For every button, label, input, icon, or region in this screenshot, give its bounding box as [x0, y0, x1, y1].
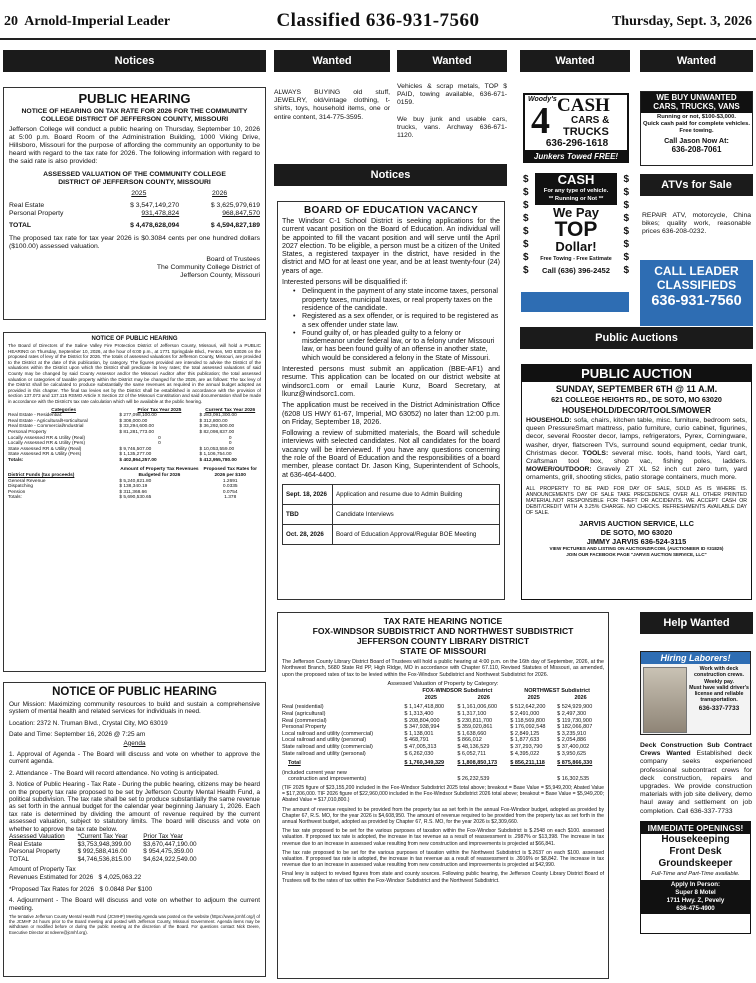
ph1-table	[9, 190, 260, 230]
fox-p2: The tax rate proposed to be set for the various purposes of taxation within the Fox-Windsor Subdistrict is $.2548 on each $100. assessed valuation. If proposed tax rate is adopted, the increase in tax revenue as a result of reassessment is .2987% or $13,398. The increase in tax revenue due to an increase in assessed value resulting from new construction and improvements is projected at $66,841.	[282, 828, 604, 847]
masthead-section: Classified 636-931-7560	[276, 10, 480, 31]
header-wanted-1: Wanted	[274, 50, 390, 72]
boe-bullets	[282, 287, 500, 362]
ph3-agenda: Agenda	[123, 739, 146, 747]
wanted-ad-junk-cars: We buy junk and usable cars, trucks, vans. Archway 636-671-1120.	[397, 115, 507, 140]
fox-row: Local railroad and utility (personal) $ 468,791 $ 866,012 $ 1,877,633 $ 2,054,886	[282, 737, 587, 744]
deck-banner: Hiring Laborers!	[641, 652, 750, 664]
ph2-row: Totals: $ 402,864,257.00 $ 412,955,780.00	[8, 457, 237, 463]
atv-ad: REPAIR ATV, motorcycle, China bikes; quality work, reasonable prices 636-208-0232.	[642, 212, 751, 236]
header-help-wanted: Help Wanted	[640, 612, 753, 634]
auction-categories: HOUSEHOLD/DECOR/TOOLS/MOWER	[561, 406, 712, 415]
fox-fw-head: FOX-WINDSOR Subdistrict	[422, 688, 493, 695]
fox-windsor-tax-notice	[277, 612, 609, 979]
we-buy-line2: Quick cash paid for complete vehicles. Free towing.	[643, 121, 750, 134]
public-auction-ad	[521, 364, 752, 600]
fox-title-4: STATE OF MISSOURI	[399, 646, 487, 656]
cash-ad-dollar: Dollar!	[555, 239, 597, 254]
fox-row: Real (agricultural) $ 1,313,400 $ 1,317,100 $ 2,491,000 $ 2,497,300	[282, 711, 587, 717]
fox-title-3: JEFFERSON COUNTY LIBRARY DISTRICT	[356, 636, 530, 646]
cash-ad-line1: For any type of vehicle.	[543, 188, 609, 194]
ph2-h-cat: Categories	[51, 407, 77, 413]
blue-filler-box	[521, 292, 629, 312]
ph3-title: NOTICE OF PUBLIC HEARING	[52, 686, 217, 698]
motel-ad	[640, 821, 751, 934]
fox-row: Local railroad and utility (commercial) $ 1,138,001 $ 1,638,660 $ 2,849,125 $ 3,235,910	[282, 730, 587, 737]
cash-ad-call: Call (636) 396-2452	[542, 266, 610, 275]
ph2-row: Real Estate - Residential: $ 277,098,100.00 $ 283,091,300.00	[8, 413, 237, 419]
public-hearing-college	[3, 87, 266, 320]
ph2-row: Locally Assessed RR & Utility (Real) 0 0	[8, 435, 232, 441]
fox-row: Real (commercial) $ 208,804,000 $ 230,811,700 $ 118,569,800 $ 119,730,900	[282, 717, 592, 724]
ph1-body: Jefferson College will conduct a public hearing on Thursday, September 10, 2026 at 5:00 p.m. Board Room of the Administration Building, 1000 Viking Drive, Hillsboro, Missouri for the purpose of affording the community an opportunity to be heard with regard to the tax rate for 2026. The following information with regard to the said rate is also provided:	[9, 126, 260, 165]
motel-phone: 636-475-4900	[676, 905, 715, 912]
motel-l3: Groundskeeper	[658, 858, 733, 869]
boe-p2: Interested persons will be disqualified if:	[282, 278, 408, 287]
cash-ad	[523, 173, 629, 281]
masthead-date: Thursday, Sept. 3, 2026	[611, 14, 752, 29]
fox-total-row: Total $ 1,760,349,329 $ 1,808,850,173 $ 856,211,118 $ 875,866,330	[288, 760, 593, 767]
fox-tif: (TIF 2025 figure of $23,155,200 included in the Fox-Windsor Subdistrict 2025 total above; breakout = Base Value = $5,949,200; Abated Value = $17,206,000. TIF 2026 figure of $22,960,000 included in the Fox-Windsor Subdistrict 2026 total above; breakout = Base Value = $5,949,200; Abated Value = $17,010,800.)	[282, 784, 604, 804]
public-hearing-mental-health	[3, 682, 266, 977]
ph1-rate: The proposed tax rate for tax year 2026 is $0.3084 cents per one hundred dollars ($100.00) assessed valuation.	[9, 235, 260, 250]
ph2-h-rev: Amount of Property Tax Revenues Budgeted for 2026	[120, 467, 199, 479]
boe-schedule-row: Oct. 28, 2026 Board of Education Approval/Regular BOE Meeting	[283, 524, 500, 544]
column-notices	[3, 50, 266, 980]
woodys-cars: CARS &	[571, 115, 610, 126]
motel-apply: Apply In Person:	[670, 881, 721, 888]
woodys-tow: Junkers Towed FREE!	[525, 150, 627, 163]
fox-table: FOX-WINDSOR Subdistrict NORTHWEST Subdistrict 2025 2026 2025 2026 Real (residential) $ 1,147,418,800 $ 1,161,006,600 $ 512,642,200 $ 524,929,900 Real (agricultural) $ 1,313,400 $ 1,317,100 $ 2,491,000 $ 2,497,300 Real (commercial) $ 208,804,000 $ 230,811,700 $ 118,569,800 $ 119,730,900 Personal Property $ 347,938,994 $ 359,020,861 $ 176,092,548 $ 182,066,807 Local railroad and utility (commercial) $ 1,138,001 $ 1,638,660 $ 2,849,125 $ 3,235,910 Local railroad and utility (personal) $ 468,791 $ 866,012 $ 1,877,633 $ 2,054,886 State railroad and utility (commercial) $ 47,005,313 $ 48,136,529 $ 37,293,790 $ 37,400,002 State railroad and utility (personal) $ 6,262,030 $ 6,052,711 $ 4,395,022 $ 3,950,625 Total $ 1,760,349,329 $ 1,808,850,173 $ 856,211,118 $ 875,866,330 (included current year new construction and improvements) $ 26,232,539 $ 16,302,535	[282, 688, 604, 783]
ph1-signature: Board of Trustees The Community College District of Jefferson County, Missouri	[156, 256, 260, 279]
header-notices-2: Notices	[274, 164, 507, 186]
ph2-row: Personal Property $ 81,281,773.00 $ 82,098,837.00	[8, 429, 235, 435]
ph1-row: Real Estate $ 3,547,149,270 $ 3,625,979,619	[9, 202, 260, 209]
fox-row: State railroad and utility (commercial) $ 47,005,313 $ 48,136,529 $ 37,293,790 $ 37,400,002	[282, 743, 590, 750]
ph2-row: State Assessed RR & Utility (Pers) $ 1,135,277.00 $ 1,106,754.00	[8, 452, 232, 458]
ph3-rev: Revenues Estimated for 2026 $ 4,025,063.22	[9, 874, 142, 882]
header-wanted-3: Wanted	[520, 50, 630, 72]
cash-ad-top-text: TOP	[554, 218, 598, 241]
fox-p1: The amount of revenue required to be provided from the property tax as set forth in the annual Fox-Windsor budget, adopted as provided by Chapter 67, R.S. MO, for the year 2026 is $4,608,950. The amount of revenue required to be provided from the property tax as set forth in the annual Northwest budget, adopted as provided by Chapter 67, R.S. MO, for the year 2026 is $2,309,660.	[282, 806, 604, 825]
ph1-row: Personal Property 931,478,824 968,847,570	[9, 210, 260, 217]
wanted-ad-always-buying: ALWAYS BUYING old stuff, JEWELRY, old/vintage clothing, t-shirts, toys, household items, one or entire content, 314-775-3595.	[274, 89, 390, 121]
column-help-wanted	[640, 612, 753, 982]
cash-ad-line2: ** Running or Not **	[548, 196, 604, 202]
ph2-row: Locally Assessed RR & Utility (Pers) 0 0	[8, 441, 232, 447]
ph2-row: Real Estate - Commercial/Industrial $ 33,294,600.00 $ 36,292,500.00	[8, 424, 235, 430]
cash-ad-free: Free Towing - Free Estimate	[540, 256, 612, 262]
auction-service: JARVIS AUCTION SERVICE, LLC	[579, 518, 694, 528]
ph3-rate: *Proposed Tax Rates for 2026 $ 0.0848 Per $100	[9, 885, 153, 893]
board-of-education-vacancy	[277, 201, 505, 600]
boe-schedule-row: TBD Candidate Interviews	[283, 504, 500, 524]
auction-join: JOIN OUR FACEBOOK PAGE "JARVIS AUCTION SERVICE, LLC"	[566, 551, 707, 557]
header-auctions: Public Auctions	[520, 327, 753, 349]
fox-row: Personal Property $ 347,938,994 $ 359,020,861 $ 176,092,548 $ 182,066,807	[282, 724, 593, 731]
motel-addr: 1711 Hwy. Z, Pevely	[666, 897, 725, 904]
woodys-trucks: TRUCKS	[563, 126, 609, 138]
ph3-datetime: Date and Time: September 16, 2026 @ 7:25 am	[9, 731, 146, 739]
woodys-name: Woody's	[528, 96, 557, 103]
we-buy-title: WE BUY UNWANTED CARS, TRUCKS, VANS	[641, 92, 752, 113]
cash-ad-top	[535, 173, 617, 205]
boe-bullet: • Registered as a sex offender, or is required to be registered as a sex offender under state law.	[293, 312, 499, 329]
column-wanted-1	[274, 50, 390, 170]
ph2-fund-row: Dispatching $ 138,340.19 0.0335	[8, 484, 238, 490]
ph2-row: Real Estate - Agricultural/Horticultural $ 308,000.00 $ 312,800.00	[8, 418, 228, 424]
fox-av-head: Assessed Valuation of Property by Category:	[387, 681, 499, 688]
auction-terms: ALL PROPERTY TO BE PAID FOR DAY OF SALE, SOLD AS IS WHERE IS. ANNOUNCEMENTS DAY OF SALE TAKE PRECEDENCE OVER ALL OTHER PRINTED MATERIAL.NOT RESPONSIBLE FOR THEFT OR ACCIDENTS. WE ACCEPT CASH OR DEBIT/CREDIT WITH A 3.25% CHARGE. NO CHECKS. REFRESHMENTS AVAILABLE DAY OF SALE.	[526, 485, 747, 516]
auction-address: 621 COLLEGE HEIGHTS RD., DE SOTO, MO 63020	[551, 395, 722, 404]
deck-line3: Must have valid driver's license and reliable transportation.	[689, 684, 749, 704]
auction-items: HOUSEHOLD: sofa, chairs, kitchen table, misc. furniture, bedroom sets, queen PressureSmart mattress, patio furniture, curio cabinet, figurines, decor, several Rooster decor, lamps, refrigerators, Pyrex, Corningware, washer, dryer, flatscreen TVs, surround sound equipment, cedar trunk, Christmas decor. TOOLS: several misc. tools, hand tools, Yard cart, Craftsman tool box, shop vac, fishing poles, ladders. MOWER/OUTDOOR: Gravely ZT XL 52 inch cut zero turn, yard ornaments, grill, shooting sticks, patio storage containers, much more.	[526, 417, 748, 482]
ph3-amt: Amount of Property Tax	[9, 866, 76, 874]
ph1-total-row: TOTAL $ 4,478,628,094 $ 4,594,827,189	[9, 222, 260, 229]
auction-title: PUBLIC AUCTION	[522, 365, 751, 382]
woodys-phone: 636-296-1618	[545, 138, 609, 149]
boe-p3: Interested persons must submit an application (BBE-AF1) and resume. This application can be located on our district website at windsorc1.com or email Laurie Kunz, Board Secretary, at lkunz@windsorc1.com.	[282, 365, 500, 398]
ph2-h-cur: Current Tax Year 2026	[205, 407, 256, 413]
column-auctions	[520, 327, 753, 349]
wanted-ad-scrap: Vehicles & scrap metals, TOP $ PAID, towing available, 636-671-0159.	[397, 83, 507, 107]
deck-line2: Weekly pay.	[704, 678, 734, 685]
motel-title: IMMEDIATE OPENINGS!	[641, 822, 750, 834]
cash-ad-dollars-right: $ $ $ $ $ $ $ $	[623, 174, 629, 276]
ph3-item3: 3. Notice of Public Hearing - Tax Rate - During the public hearing, citizens may be heard on the property tax rate proposed to be set by Jefferson County Mental Health Fund, a political subdivision. The tax rate shall be set to produce substantially the same revenue as set forth in the annual budget for the calendar year beginning January 1, 2026. Each tax rate is determined by dividing the amount of revenue required by the current assessed valuation, subject to statutory limits. The board will discuss and vote on whether to approve the tax rate below.	[9, 781, 260, 833]
masthead-left: 20 Arnold-Imperial Leader	[4, 14, 171, 29]
motel-sub: Full-Time and Part-Time available.	[651, 871, 740, 877]
header-wanted-2: Wanted	[397, 50, 507, 72]
ph1-col1: 2025	[131, 190, 147, 197]
auction-phone: JIMMY JARVIS 636-524-3115	[586, 536, 687, 546]
call-leader-phone: 636-931-7560	[651, 293, 742, 309]
boe-title: BOARD OF EDUCATION VACANCY	[303, 205, 479, 216]
deck-line1: Work with deck construction crews.	[693, 666, 745, 679]
fox-row: State railroad and utility (personal) $ 6,262,030 $ 6,052,711 $ 4,395,022 $ 3,950,625	[282, 750, 587, 757]
ph2-fund-row: Totals: $ 5,690,530.65 1.378	[8, 495, 237, 501]
we-buy-phone: 636-208-7061	[671, 145, 722, 154]
ph3-item4: 4. Adjournment - The Board will discuss and vote on whether to adjourn the current meeting.	[9, 897, 260, 912]
column-wanted-4	[640, 50, 753, 340]
ph3-row: Real Estate $3,753,948,399.00 $3,670,447,190.00	[9, 840, 197, 848]
call-leader-line2: CLASSIFIEDS	[656, 278, 737, 292]
we-buy-line1: Running or not, $100-$3,000.	[657, 114, 736, 120]
ph2-title: NOTICE OF PUBLIC HEARING	[91, 336, 178, 342]
ph2-fund-row: General Revenue $ 5,240,821.80 1.2691	[8, 478, 238, 484]
masthead	[0, 0, 756, 40]
fox-row: Real (residential) $ 1,147,418,800 $ 1,161,006,600 $ 512,642,200 $ 524,929,900	[282, 704, 593, 711]
woodys-cash: CASH	[557, 95, 610, 116]
ph3-row: TOTAL $4,746,536,815.00 $4,624,922,549.00	[9, 855, 197, 863]
boe-schedule-row: Sept. 18, 2026 Application and resume due to Admin Building	[283, 484, 500, 504]
header-atvs: ATVs for Sale	[640, 174, 753, 196]
ph2-row: State Assessed RR & Utility (Real) $ 9,746,507.00 $ 10,053,559.00	[8, 446, 235, 452]
ph2-body: The Board of Directors of the Saline Valley Fire Protection District of Jefferson County, Missouri, will hold a PUBLIC HEARING on Thursday, September 10, 2026, at the hour of 6:00 p.m., at 1771 Springdale Blvd., Fenton, MO 63026 on the proposed rates of levy of the District for 2026. The totals of assessed valuations for Jefferson County, Missouri, are provided to the District at the date of this publication, by category. The figures provided are intended to advise the District of the valuations within the District upon which the District shall predicate its levy rates; the total assessed valuations of said County may be changed by said County Assessor and/or the Missouri Auditor after this publication; the total assessed valuation or categories of taxable property within the District may be changed for the 2026, are as follows: The tax levy of the District shall be calculated to produce substantially the same revenues as required in the annual budget adopted as provided in this chapter. The final tax levies set by the District shall be established in accordance with the provision of section 137.073 and 137.115 RSMO Article X Section 22 of the Missouri Constitution and said documentation shall be made in accordance with the District's tax rate calculation which will be available at the public hearing.	[8, 343, 261, 404]
public-hearing-fire	[3, 332, 266, 672]
cash-ad-cash: CASH	[557, 172, 595, 187]
motel-l1: Housekeeping	[661, 834, 730, 845]
ph2-h-funds: District Funds (tax proceeds)	[8, 473, 75, 479]
deck-phone: 636-337-7733	[698, 704, 740, 712]
ph1-title: PUBLIC HEARING	[78, 91, 191, 106]
header-notices: Notices	[3, 50, 266, 72]
cash-ad-we-pay: We Pay	[552, 205, 599, 220]
deck-photo	[643, 667, 687, 733]
ph2-table	[8, 408, 261, 502]
header-wanted-4: Wanted	[640, 50, 753, 72]
motel-name: Super 8 Motel	[675, 889, 716, 896]
fox-nw-head: NORTHWEST Subdistrict	[524, 688, 590, 695]
boe-p1: The Windsor C-1 School District is seeking applications for the current vacant position on the Board of Education. An individual will be appointed to fill the vacant position and will serve until the April 2027 election. To be eligible, a person must be a citizen of the United States, a registered taxpayer in the district, have resided in the district and MO for at least one year, and be at least twenty-four (24) years of age.	[282, 217, 500, 275]
motel-l2: Front Desk	[669, 846, 722, 857]
column-wanted-2	[397, 50, 507, 170]
call-leader-line1: CALL LEADER	[654, 264, 739, 278]
ph1-valhead: ASSESSED VALUATION OF THE COMMUNITY COLLEGE DISTRICT OF JEFFERSON COUNTY, MISSOURI	[43, 171, 226, 186]
fox-incl-row: (included current year new construction and improvements) $ 26,232,539 $ 16,302,535	[282, 769, 590, 783]
woodys-big-4: 4	[531, 100, 550, 142]
ph1-col2: 2026	[212, 190, 228, 197]
auction-city: DE SOTO, MO 63020	[600, 527, 673, 537]
ph3-table: Assessed Valuation *Current Tax Year Prior Tax Year Real Estate $3,753,948,399.00 $3,670,447,190.00 Personal Property $ 992,588,416.00 $ 954,475,359.00 TOTAL $4,746,536,815.00 $4,624,922,549.00	[9, 833, 209, 863]
auction-view: VIEW PICTURES AND LISTING ON AUCTIONZIP.COM. (AUCTIONEER ID #31825)	[549, 545, 724, 551]
ph3-footer: The tentative Jefferson County Mental Health Fund (JCMHF) Meeting Agenda was posted on the website (https://www.jcmhf.org/) of the JCMHF 24 hours prior to the Board meeting and posted with Jefferson County, Missouri Government. Agenda items may be withdrawn or modified before or during the public meeting at the discretion of the Board. For questions contact Nick Deere, Executive Director at ndeere@jcmhf.org).	[9, 914, 260, 935]
motel-apply-box	[641, 880, 750, 914]
boe-schedule	[282, 484, 500, 545]
boe-bullet: • Delinquent in the payment of any state income taxes, personal property taxes, municipal taxes, or real property taxes on the residence of the candidate.	[293, 287, 498, 312]
we-buy-ad	[640, 91, 753, 166]
boe-p5: Following a review of submitted materials, the Board will schedule interviews with selected candidates. Not all candidates for the board vacancy will be interviewed. If you have any questions concerning the role of the Board of Education and the responsibilities of a board member, please contact Dr. Jason King, Superintendent of Schools, at 636-464-4400.	[282, 429, 500, 479]
woodys-ad	[523, 93, 629, 163]
ph3-item2: 2. Attendance - The Board will record attendance. No voting is anticipated.	[9, 769, 219, 777]
ph1-subtitle: NOTICE OF HEARING ON TAX RATE FOR 2026 FOR THE COMMUNITY COLLEGE DISTRICT OF JEFFERSON COUNTY, MISSOURI	[21, 108, 248, 123]
deck-text-ad: Deck Construction Sub Contract Crews Wanted Established deck company seeks experienced professional subcontract crews for deck construction, repairs and upgrades. We provide construction materials with job site delivery, demo haul away and settlement on job completion. Call 636-337-7733	[640, 742, 752, 815]
ph3-item1: 1. Approval of Agenda - The Board will discuss and vote on whether to approve the current agenda.	[9, 751, 260, 766]
ph2-h-rates: Proposed Tax Rates for 2026 per $100	[203, 467, 257, 479]
fox-title-2: FOX-WINDSOR SUBDISTRICT AND NORTHWEST SUBDISTRICT	[312, 626, 574, 636]
boe-bullet: • Found guilty of, or has pleaded guilty to a felony or misdemeanor under federal law, or to a felony under Missouri law, or has been found guilty of an offense in another state, which would be considered a felony in the State of Missouri.	[293, 328, 495, 362]
fox-intro: The Jefferson County Library District Board of Trustees will hold a public hearing at 4:00 p.m. on the 16th day of September, 2026, at the Northwest Branch, 5680 State Rd PP, High Ridge, MO in accordance with Chapter 67.110, Revised Statutes of Missouri, as amended, upon the proposed rates of tax to be levied within the Fox-Windsor Subdistrict and Northwest Subdistrict for 2026.	[282, 659, 604, 678]
call-leader-box	[640, 260, 753, 326]
ph3-row: Personal Property $ 992,588,416.00 $ 954,475,359.00	[9, 848, 194, 856]
ph2-fund-row: Pension $ 311,368.66 0.0754	[8, 489, 238, 495]
column-notices-2	[274, 164, 507, 186]
ph2-h-prior: Prior Tax Year 2025	[137, 407, 182, 413]
cash-ad-dollars-left: $ $ $ $ $ $ $ $	[523, 174, 529, 276]
auction-date: SUNDAY, SEPTEMBER 6TH @ 11 A.M.	[555, 384, 718, 394]
fox-p4: Final levy is subject to revised figures from state and county sources. Following public hearing, the Jefferson County Library District Board of Trustees will fix the rates of tax within the Fox-Windsor Subdistrict and the Northwest Subdistrict.	[282, 871, 604, 884]
we-buy-call: Call Jason Now At:	[664, 136, 729, 145]
fox-p3: The tax rate proposed to be set for the various purposes of taxation within the Northwest Subdistrict is $.2637 on each $100. assessed valuation. If proposed tax rate is adopted, the increase in tax revenue as a result of reassessment is .3916% or $8,842. The increase in tax revenue due to an increase in assessed value resulting from new construction and improvements is projected at $42,990.	[282, 849, 604, 869]
ph3-location: Location: 2372 N. Truman Blvd., Crystal City, MO 63019	[9, 719, 168, 727]
ph3-mission: Our Mission: Maximizing community resources to build and sustain a comprehensive system of mental health and related services for individuals in need.	[9, 701, 260, 716]
deck-hiring-ad	[640, 651, 751, 735]
fox-title-1: TAX RATE HEARING NOTICE	[383, 616, 503, 626]
boe-p4: The application must be received in the District Administration Office (6208 US HWY 61-67, Imperial, MO 63052) no later than 12:00 p.m. on Friday, September 18, 2026.	[282, 401, 500, 426]
